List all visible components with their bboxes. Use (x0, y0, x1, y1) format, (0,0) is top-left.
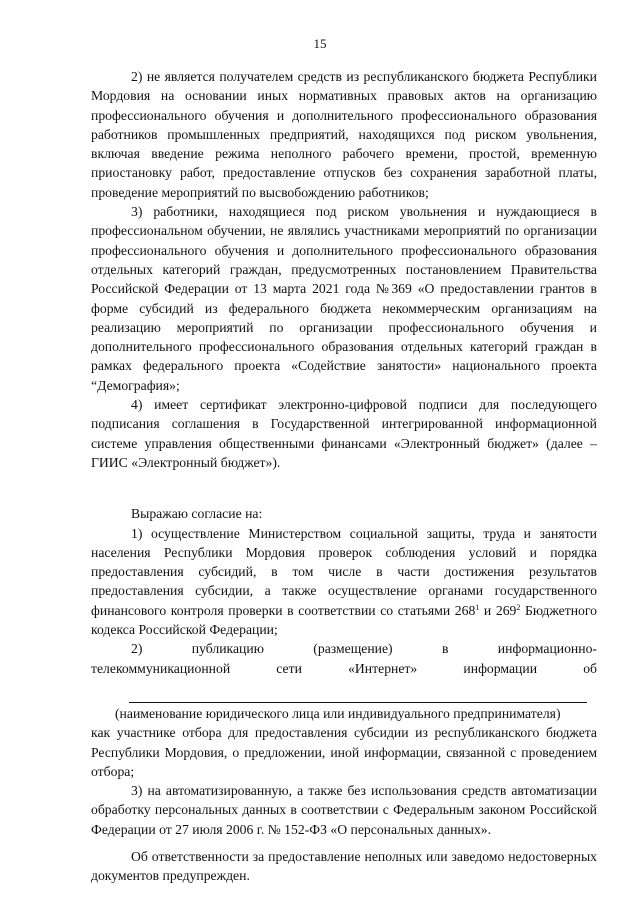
page-number: 15 (313, 36, 327, 51)
item-2-paragraph: 2) не является получателем средств из республиканского бюджета Республики Мордовия на основании иных нормативных правовых актов на организацию профессионального обучения и дополнительного профессионального образования работников промышленных предприятий, находящихся под риском увольнения, включая введение режима неполного рабочего времени, простой, временную приостановку работ, предоставление отпусков без сохранения заработной платы, проведение мероприятий по высвобождению работников; (91, 69, 597, 200)
consent-item-1-mid: и 269 (479, 602, 517, 618)
consent-item-2-rest: как участнике отбора для предоставления субсидии из республиканского бюджета Республики Мордовия, о предложении, иной информации, связанной с проведением отбора; (91, 725, 597, 779)
consent-heading: Выражаю согласие на: (131, 506, 263, 522)
consent-item-1-end: Бюджетного кодекса Российской Федерации; (91, 602, 597, 638)
consent-item-1 (91, 524, 597, 640)
item-3-paragraph: 3) работники, находящиеся под риском увольнения и нуждающиеся в профессиональном обучении, не являлись участниками мероприятий по организации профессионального обучения и дополнительного профессионального образования отдельных категорий граждан, предусмотренных постановлением Правительства Российской Федерации от 13 марта 2021 года №369 «О предоставлении грантов в форме субсидий из федерального бюджета некоммерческим организациям на реализацию мероприятий по организации профессионального обучения и дополнительного профессионального образования отдельных категорий граждан в рамках федерального проекта «Содействие занятости» национального проекта “Демография»; (91, 204, 597, 393)
consent-item-1-text: 1) осуществление Министерством социальной защиты, труда и занятости населения Республики Мордовия проверок соблюдения условий и порядка предоставления субсидий, в том числе в части достижения результатов предоставления субсидии, а также осуществление органами государственного финансового контроля проверки в соответствии со статьями 268 (91, 525, 597, 618)
responsibility-statement: Об ответственности за предоставление неполных или заведомо недостоверных документов предупрежден. (91, 848, 597, 884)
document-body (91, 67, 597, 886)
item-4-paragraph: 4) имеет сертификат электронно-цифровой подписи для последующего подписания соглашения в Государственной интегрированной информационной системе управления общественными финансами «Электронный бюджет» (далее – ГИИС «Электронный бюджет»). (91, 397, 597, 470)
article-superscript-1: 1 (475, 602, 480, 612)
consent-item-3: 3) на автоматизированную, а также без использования средств автоматизации обработку персональных данных в соответствии с Федеральным законом Российской Федерации от 27 июля 2006 г. № 152-ФЗ «О персональных данных». (91, 783, 597, 837)
organization-name-caption: (наименование юридического лица или индивидуального предпринимателя) (115, 705, 561, 721)
consent-item-2-line-2: телекоммуникационной сети «Интернет» информации об (91, 660, 597, 676)
article-superscript-2: 2 (516, 602, 521, 612)
consent-item-2-line-1: 2) публикацию (размещение) в информационно- (131, 641, 597, 657)
organization-name-blank-line (129, 678, 587, 703)
